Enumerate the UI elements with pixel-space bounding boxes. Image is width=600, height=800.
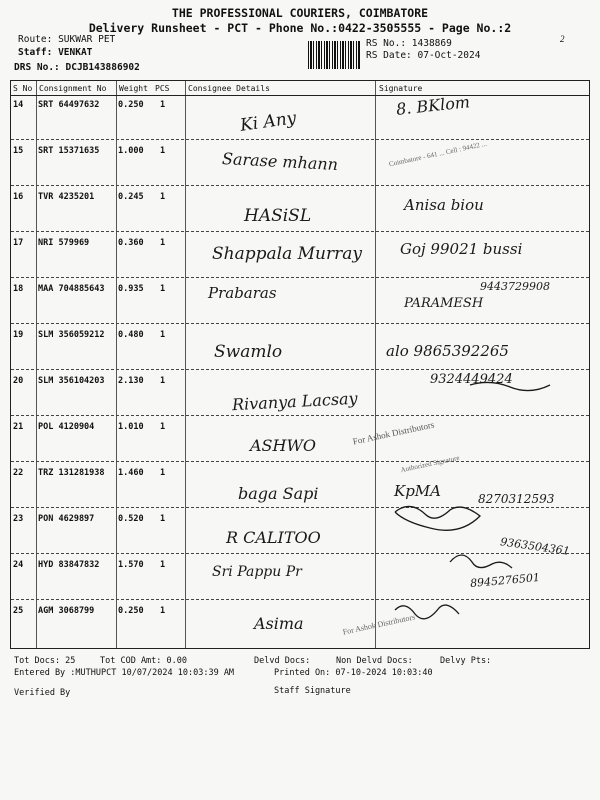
row-pcs: 1 <box>160 514 166 524</box>
row-consignment-no: SRT 64497632 <box>38 100 100 110</box>
row-pcs: 1 <box>160 330 166 340</box>
rs-date-value: 07-Oct-2024 <box>417 50 481 61</box>
row-consignment-no: SRT 15371635 <box>38 146 100 156</box>
row-sno: 22 <box>13 468 24 478</box>
consignee-handwriting: Ki Any <box>238 108 298 136</box>
consignee-handwriting: Rivanya Lacsay <box>231 388 359 415</box>
consignee-handwriting: HASiSL <box>244 206 312 226</box>
footer-tot-cod: Tot COD Amt: 0.00 <box>100 656 187 666</box>
row-weight: 2.130 <box>118 376 144 386</box>
row-weight: 1.010 <box>118 422 144 432</box>
consignee-handwriting: ASHWO <box>250 436 317 455</box>
col-header-pcs: PCS <box>155 84 170 93</box>
drs-label: DRS No.: <box>14 62 60 73</box>
row-consignment-no: HYD 83847832 <box>38 560 100 570</box>
row-sno: 24 <box>13 560 24 570</box>
consignee-handwriting: Swamlo <box>214 342 283 362</box>
row-weight: 0.250 <box>118 606 144 616</box>
row-consignment-no: SLM 356059212 <box>38 330 105 340</box>
signature-handwriting: Goj 99021 bussi <box>400 240 523 258</box>
row-sno: 23 <box>13 514 24 524</box>
col-header-weight: Weight <box>119 84 148 93</box>
row-sno: 17 <box>13 238 24 248</box>
staff-label: Staff: <box>18 47 53 58</box>
footer-tot-docs: Tot Docs: 25 <box>14 656 76 666</box>
signature-handwriting: Anisa biou <box>404 196 484 214</box>
row-weight: 0.245 <box>118 192 144 202</box>
store-stamp: Coimbatore - 641 ... Cell : 94422 ... <box>388 139 488 169</box>
row-sno: 19 <box>13 330 24 340</box>
authorized-stamp: Authorized Signature <box>399 453 461 475</box>
consignee-handwriting: Shappala Murray <box>212 244 362 264</box>
signature-handwriting: KpMA <box>394 482 441 500</box>
footer-staff-signature: Staff Signature <box>274 686 351 696</box>
row-consignment-no: TRZ 131281938 <box>38 468 105 478</box>
row-consignment-no: MAA 704885643 <box>38 284 105 294</box>
row-weight: 0.935 <box>118 284 144 294</box>
row-pcs: 1 <box>160 238 166 248</box>
footer-delvd: Delvd Docs: <box>254 656 311 666</box>
scribble-signature-25 <box>395 605 459 619</box>
signature-handwriting: alo 9865392265 <box>386 342 509 360</box>
row-sno: 25 <box>13 606 24 616</box>
row-consignment-no: NRI 579969 <box>38 238 90 248</box>
row-weight: 0.480 <box>118 330 144 340</box>
signature-handwriting: PARAMESH <box>404 296 484 311</box>
row-weight: 0.360 <box>118 238 144 248</box>
row-pcs: 1 <box>160 192 166 202</box>
row-pcs: 1 <box>160 468 166 478</box>
company-name: THE PROFESSIONAL COURIERS, COIMBATORE <box>171 6 429 20</box>
row-sno: 20 <box>13 376 24 386</box>
phone-note: 8945276501 <box>469 570 541 591</box>
phone-note: 9324449424 <box>430 372 513 387</box>
col-header-consignee: Consignee Details <box>188 84 270 93</box>
row-sno: 18 <box>13 284 24 294</box>
staff-value: VENKAT <box>58 47 93 58</box>
col-header-consignment: Consignment No <box>39 84 107 93</box>
row-weight: 1.460 <box>118 468 144 478</box>
row-pcs: 1 <box>160 100 166 110</box>
row-weight: 1.570 <box>118 560 144 570</box>
footer-printed-on: Printed On: 07-10-2024 10:03:40 <box>274 668 433 678</box>
row-pcs: 1 <box>160 146 166 156</box>
route-label: Route: <box>18 34 53 45</box>
row-weight: 0.520 <box>118 514 144 524</box>
row-consignment-no: PON 4629897 <box>38 514 95 524</box>
consignee-handwriting: Sarase mhann <box>221 148 339 175</box>
row-consignment-no: POL 4120904 <box>38 422 95 432</box>
consignee-handwriting: Asima <box>254 614 304 633</box>
row-pcs: 1 <box>160 284 166 294</box>
rs-no-label: RS No.: <box>366 38 407 49</box>
row-pcs: 1 <box>160 606 166 616</box>
ashok-stamp-2: For Ashok Distributors <box>341 612 416 637</box>
rs-date-label: RS Date: <box>366 50 412 61</box>
scribble-signature-20 <box>470 382 550 390</box>
route-value: SUKWAR PET <box>58 34 116 45</box>
row-pcs: 1 <box>160 560 166 570</box>
row-sno: 15 <box>13 146 24 156</box>
col-header-sno: S No <box>13 84 33 93</box>
phone-note: 9363504361 <box>499 535 571 558</box>
row-sno: 14 <box>13 100 24 110</box>
consignee-handwriting: baga Sapi <box>238 484 319 503</box>
row-pcs: 1 <box>160 376 166 386</box>
footer-verified-by: Verified By <box>14 688 71 698</box>
rs-no-value: 1438869 <box>411 38 452 49</box>
row-sno: 16 <box>13 192 24 202</box>
footer-non-delvd: Non Delvd Docs: <box>336 656 413 666</box>
corner-mark: 2 <box>560 34 565 44</box>
signature-handwriting: 8. BKlom <box>395 92 471 119</box>
phone-note: 9443729908 <box>480 280 550 293</box>
scribble-signature-23 <box>395 506 480 530</box>
footer-entered-by: Entered By :MUTHUPCT 10/07/2024 10:03:39 AM <box>14 668 235 678</box>
row-consignment-no: TVR 4235201 <box>38 192 95 202</box>
row-consignment-no: AGM 3068799 <box>38 606 95 616</box>
row-sno: 21 <box>13 422 24 432</box>
row-weight: 0.250 <box>118 100 144 110</box>
scribble-signature-24 <box>450 555 512 568</box>
runsheet-title: Delivery Runsheet - PCT - Phone No.:0422-3505555 - Page No.:2 <box>88 21 512 35</box>
consignee-handwriting: Sri Pappu Pr <box>212 564 302 580</box>
col-header-signature: Signature <box>379 84 423 93</box>
row-pcs: 1 <box>160 422 166 432</box>
consignee-handwriting: Prabaras <box>208 284 277 302</box>
consignee-handwriting: R CALITOO <box>226 528 321 547</box>
row-consignment-no: SLM 356104203 <box>38 376 105 386</box>
drs-value: DCJB143886902 <box>65 62 140 73</box>
signature-stamp: For Ashok Distributors <box>351 419 436 447</box>
footer-delvy-pts: Delvy Pts: <box>440 656 492 666</box>
phone-note: 8270312593 <box>478 492 555 506</box>
row-weight: 1.000 <box>118 146 144 156</box>
